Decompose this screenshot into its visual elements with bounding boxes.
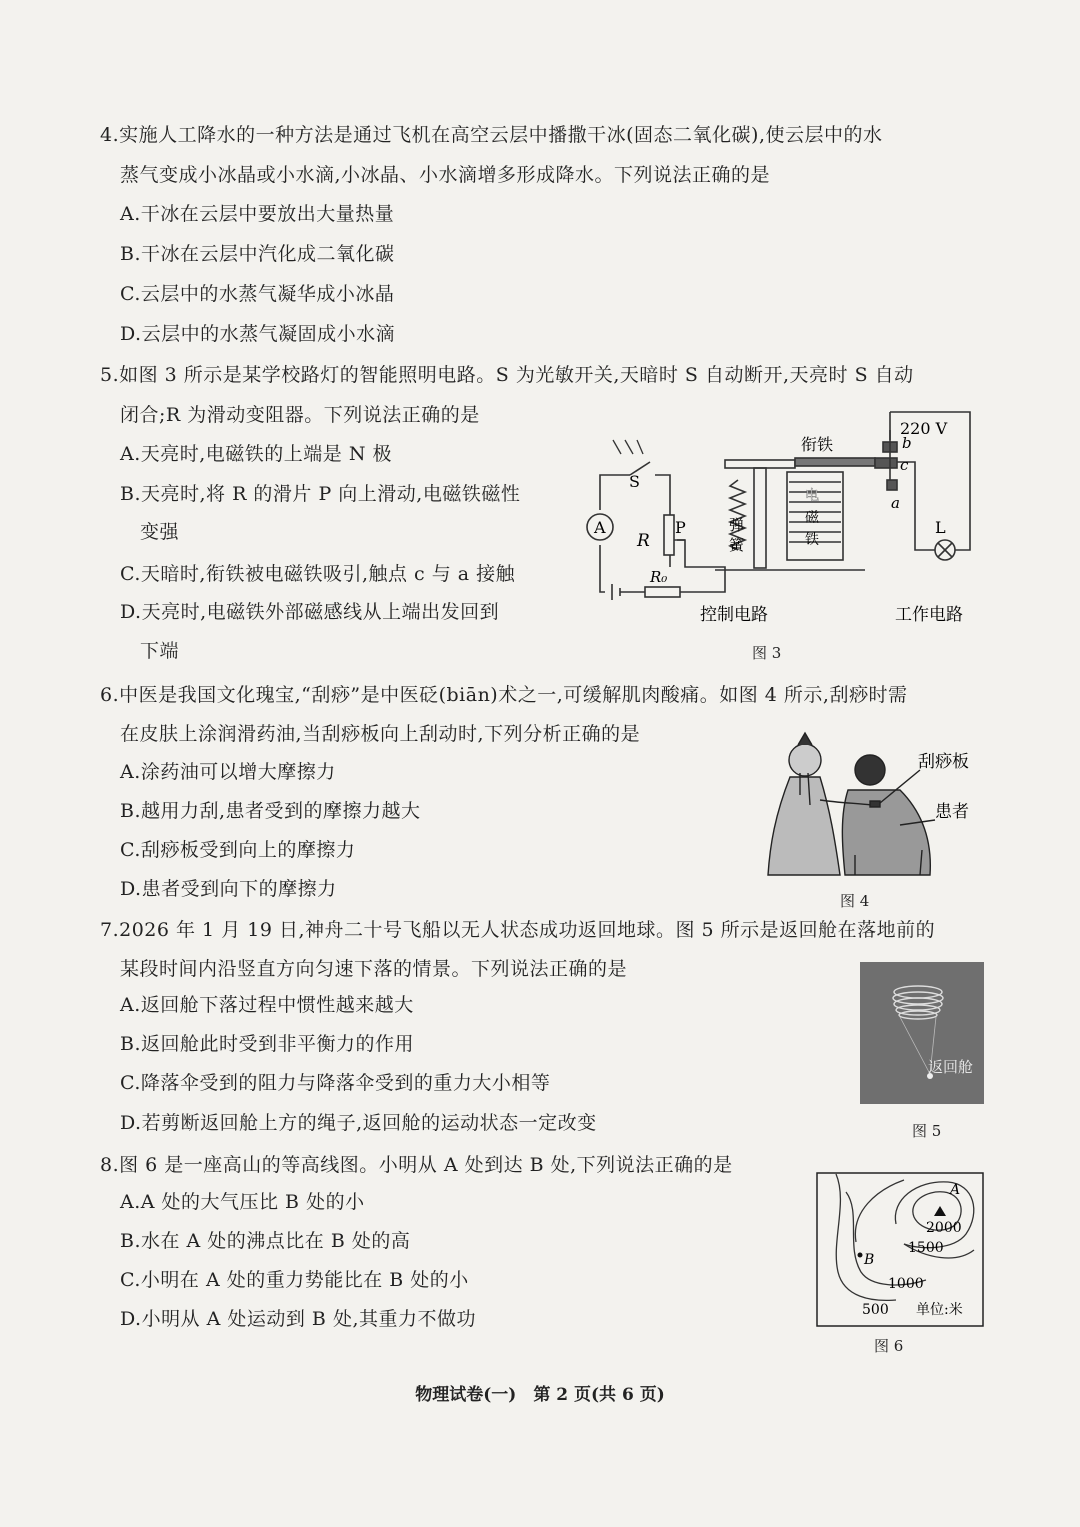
figure-4-board-label: 刮痧板 <box>918 752 969 772</box>
figure-3-voltage-label: 220 V <box>900 419 948 438</box>
figure-3-contact-c: c <box>900 456 909 474</box>
figure-4-caption: 图 4 <box>840 892 870 910</box>
figure-3-electromagnet-label-3: 铁 <box>805 532 819 548</box>
q5-stem-line1: 5.如图 3 所示是某学校路灯的智能照明电路。S 为光敏开关,天暗时 S 自动断开,天亮时 S 自动 <box>100 364 914 386</box>
figure-6-contour-1000: 1000 <box>888 1276 924 1292</box>
q4-option-a: A.干冰在云层中要放出大量热量 <box>120 203 395 225</box>
q6-stem-line1: 6.中医是我国文化瑰宝,“刮痧”是中医砭(biān)术之一,可缓解肌肉酸痛。如图 4 所示,刮痧时需 <box>100 684 908 706</box>
figure-3-spring-label-2: 簧 <box>729 536 745 554</box>
figure-6-point-a: A <box>950 1182 961 1198</box>
q6-option-b: B.越用力刮,患者受到的摩擦力越大 <box>120 800 421 822</box>
q8-stem-line1: 8.图 6 是一座高山的等高线图。小明从 A 处到达 B 处,下列说法正确的是 <box>100 1154 733 1176</box>
q5-option-c: C.天暗时,衔铁被电磁铁吸引,触点 c 与 a 接触 <box>120 563 516 585</box>
figure-4-guasha-illustration <box>760 725 990 885</box>
q4-option-d: D.云层中的水蒸气凝固成小水滴 <box>120 323 396 345</box>
q5-option-d-cont: 下端 <box>140 640 180 662</box>
q4-stem-line2: 蒸气变成小冰晶或小水滴,小冰晶、小水滴增多形成降水。下列说法正确的是 <box>120 164 771 186</box>
figure-3-lamp-label: L <box>935 518 946 537</box>
figure-3-control-circuit-label: 控制电路 <box>700 605 768 625</box>
q6-stem-line2: 在皮肤上涂润滑药油,当刮痧板向上刮动时,下列分析正确的是 <box>120 723 641 745</box>
q5-option-b-cont: 变强 <box>140 521 180 543</box>
figure-6-contour-map <box>816 1172 984 1328</box>
q8-option-c: C.小明在 A 处的重力势能比在 B 处的小 <box>120 1269 469 1291</box>
q4-stem-line1: 4.实施人工降水的一种方法是通过飞机在高空云层中播撒干冰(固态二氧化碳),使云层中的水 <box>100 124 883 146</box>
q7-stem-line1: 7.2026 年 1 月 19 日,神舟二十号飞船以无人状态成功返回地球。图 5 所示是返回舱在落地前的 <box>100 919 936 941</box>
figure-5-capsule-photo <box>860 962 984 1104</box>
figure-3-rheostat-label: R <box>637 531 650 551</box>
figure-6-contour-500: 500 <box>862 1302 889 1318</box>
figure-3-armature-label: 衔铁 <box>801 435 834 454</box>
q8-option-d: D.小明从 A 处运动到 B 处,其重力不做功 <box>120 1308 476 1330</box>
figure-3-contact-b: b <box>902 434 912 452</box>
figure-3-electromagnet-label-1: 电 <box>805 488 819 504</box>
figure-3-spring-label-1: 弹 <box>729 516 745 534</box>
figure-3-switch-label: S <box>629 472 640 491</box>
figure-4-patient-label: 患者 <box>935 802 969 822</box>
figure-6-contour-1500: 1500 <box>908 1240 944 1256</box>
q7-option-a: A.返回舱下落过程中惯性越来越大 <box>120 994 414 1016</box>
q7-option-c: C.降落伞受到的阻力与降落伞受到的重力大小相等 <box>120 1072 551 1094</box>
figure-5-capsule-label: 返回舱 <box>928 1058 974 1076</box>
figure-6-contour-2000: 2000 <box>926 1220 962 1236</box>
figure-3-contact-a: a <box>891 494 900 512</box>
figure-3-slider-label: P <box>675 518 686 537</box>
figure-3-caption: 图 3 <box>752 644 782 662</box>
figure-3-electromagnet-label-2: 磁 <box>805 510 819 526</box>
q6-option-c: C.刮痧板受到向上的摩擦力 <box>120 839 356 861</box>
q4-option-b: B.干冰在云层中汽化成二氧化碳 <box>120 243 395 265</box>
q5-stem-line2: 闭合;R 为滑动变阻器。下列说法正确的是 <box>120 404 480 426</box>
q6-option-a: A.涂药油可以增大摩擦力 <box>120 761 336 783</box>
q7-stem-line2: 某段时间内沿竖直方向匀速下落的情景。下列说法正确的是 <box>120 958 628 980</box>
q5-option-d: D.天亮时,电磁铁外部磁感线从上端出发回到 <box>120 601 500 623</box>
figure-5-caption: 图 5 <box>912 1122 942 1140</box>
q8-option-b: B.水在 A 处的沸点比在 B 处的高 <box>120 1230 411 1252</box>
q7-option-b: B.返回舱此时受到非平衡力的作用 <box>120 1033 415 1055</box>
q5-option-b: B.天亮时,将 R 的滑片 P 向上滑动,电磁铁磁性 <box>120 483 521 505</box>
figure-6-caption: 图 6 <box>874 1337 904 1355</box>
figure-3-circuit <box>575 400 995 670</box>
q8-option-a: A.A 处的大气压比 B 处的小 <box>120 1191 365 1213</box>
figure-6-point-b: B <box>864 1252 875 1268</box>
figure-6-unit-label: 单位:米 <box>916 1302 963 1318</box>
q7-option-d: D.若剪断返回舱上方的绳子,返回舱的运动状态一定改变 <box>120 1112 597 1134</box>
q4-option-c: C.云层中的水蒸气凝华成小冰晶 <box>120 283 395 305</box>
figure-3-resistor-label: R₀ <box>650 568 668 586</box>
q6-option-d: D.患者受到向下的摩擦力 <box>120 878 337 900</box>
page-footer: 物理试卷(一) 第 2 页(共 6 页) <box>415 1385 665 1405</box>
figure-3-work-circuit-label: 工作电路 <box>895 605 963 625</box>
q5-option-a: A.天亮时,电磁铁的上端是 N 极 <box>120 443 393 465</box>
figure-3-ammeter-label: A <box>594 518 606 537</box>
